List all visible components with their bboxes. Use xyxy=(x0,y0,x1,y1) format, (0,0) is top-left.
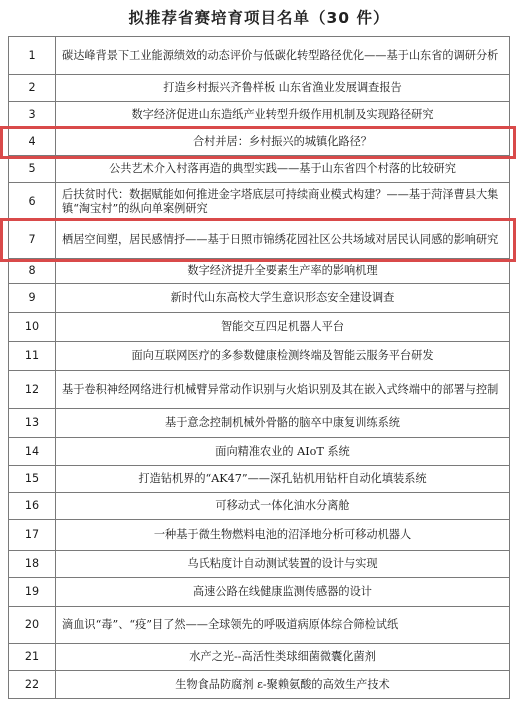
row-number: 21 xyxy=(9,644,56,671)
row-number: 4 xyxy=(9,129,56,156)
project-name: 数字经济促进山东造纸产业转型升级作用机制及实现路径研究 xyxy=(56,102,510,129)
table-row xyxy=(9,342,510,371)
project-name: 栖居空间塑，居民感情抒——基于日照市锦绣花园社区公共场域对居民认同感的影响研究 xyxy=(56,221,510,259)
project-name: 水产之光--高活性类球细菌微囊化菌剂 xyxy=(56,644,510,671)
table-row xyxy=(9,551,510,578)
project-name: 数字经济提升全要素生产率的影响机理 xyxy=(56,259,510,284)
table-row xyxy=(9,313,510,342)
table-row xyxy=(9,409,510,438)
project-name: 滴血识“毒”、“疫”目了然——全球领先的呼吸道病原体综合筛检试纸 xyxy=(56,607,510,644)
project-name: 高速公路在线健康监测传感器的设计 xyxy=(56,578,510,607)
table-row xyxy=(9,466,510,493)
row-number: 10 xyxy=(9,313,56,342)
row-number: 3 xyxy=(9,102,56,129)
row-number: 19 xyxy=(9,578,56,607)
row-number: 18 xyxy=(9,551,56,578)
row-number: 2 xyxy=(9,75,56,102)
row-number: 9 xyxy=(9,284,56,313)
row-number: 16 xyxy=(9,493,56,520)
table-row xyxy=(9,37,510,75)
table-row xyxy=(9,644,510,671)
project-name: 合村并居：乡村振兴的城镇化路径？ xyxy=(56,129,510,156)
row-number: 22 xyxy=(9,671,56,699)
project-name: 新时代山东高校大学生意识形态安全建设调查 xyxy=(56,284,510,313)
project-list-table xyxy=(8,36,510,699)
table-row xyxy=(9,493,510,520)
table-row xyxy=(9,371,510,409)
project-name: 可移动式一体化油水分离舱 xyxy=(56,493,510,520)
table-row xyxy=(9,578,510,607)
table-row xyxy=(9,607,510,644)
project-name: 生物食品防腐剂 ε-聚赖氨酸的高效生产技术 xyxy=(56,671,510,699)
table-row xyxy=(9,183,510,221)
project-name: 面向互联网医疗的多参数健康检测终端及智能云服务平台研发 xyxy=(56,342,510,371)
row-number: 8 xyxy=(9,259,56,284)
row-number: 5 xyxy=(9,156,56,183)
project-name: 打造钻机界的“AK47”——深孔钻机用钻杆自动化填装系统 xyxy=(56,466,510,493)
project-name: 公共艺术介入村落再造的典型实践——基于山东省四个村落的比较研究 xyxy=(56,156,510,183)
row-number: 14 xyxy=(9,438,56,466)
project-name: 乌氏粘度计自动测试装置的设计与实现 xyxy=(56,551,510,578)
project-name: 打造乡村振兴齐鲁样板 山东省渔业发展调查报告 xyxy=(56,75,510,102)
row-number: 1 xyxy=(9,37,56,75)
project-name: 后扶贫时代：数据赋能如何推进金字塔底层可持续商业模式构建？——基于菏泽曹县大集镇“淘宝村”的纵向单案例研究 xyxy=(56,183,510,221)
table-row xyxy=(9,102,510,129)
table-row xyxy=(9,438,510,466)
row-number: 15 xyxy=(9,466,56,493)
table-row xyxy=(9,520,510,551)
row-number: 13 xyxy=(9,409,56,438)
project-name: 基于意念控制机械外骨骼的脑卒中康复训练系统 xyxy=(56,409,510,438)
row-number: 12 xyxy=(9,371,56,409)
project-name: 面向精准农业的 AIoT 系统 xyxy=(56,438,510,466)
table-row xyxy=(9,75,510,102)
project-name: 智能交互四足机器人平台 xyxy=(56,313,510,342)
table-row xyxy=(9,221,510,259)
table-row xyxy=(9,156,510,183)
document-title: 拟推荐省赛培育项目名单（30 件） xyxy=(128,9,390,27)
project-name: 碳达峰背景下工业能源绩效的动态评价与低碳化转型路径优化——基于山东省的调研分析 xyxy=(56,37,510,75)
table-row xyxy=(9,259,510,284)
row-number: 17 xyxy=(9,520,56,551)
table-row xyxy=(9,284,510,313)
row-number: 11 xyxy=(9,342,56,371)
table-row xyxy=(9,671,510,699)
row-number: 6 xyxy=(9,183,56,221)
project-name: 一种基于微生物燃料电池的沼泽地分析可移动机器人 xyxy=(56,520,510,551)
table-row xyxy=(9,129,510,156)
row-number: 7 xyxy=(9,221,56,259)
row-number: 20 xyxy=(9,607,56,644)
project-name: 基于卷积神经网络进行机械臂异常动作识别与火焰识别及其在嵌入式终端中的部署与控制 xyxy=(56,371,510,409)
